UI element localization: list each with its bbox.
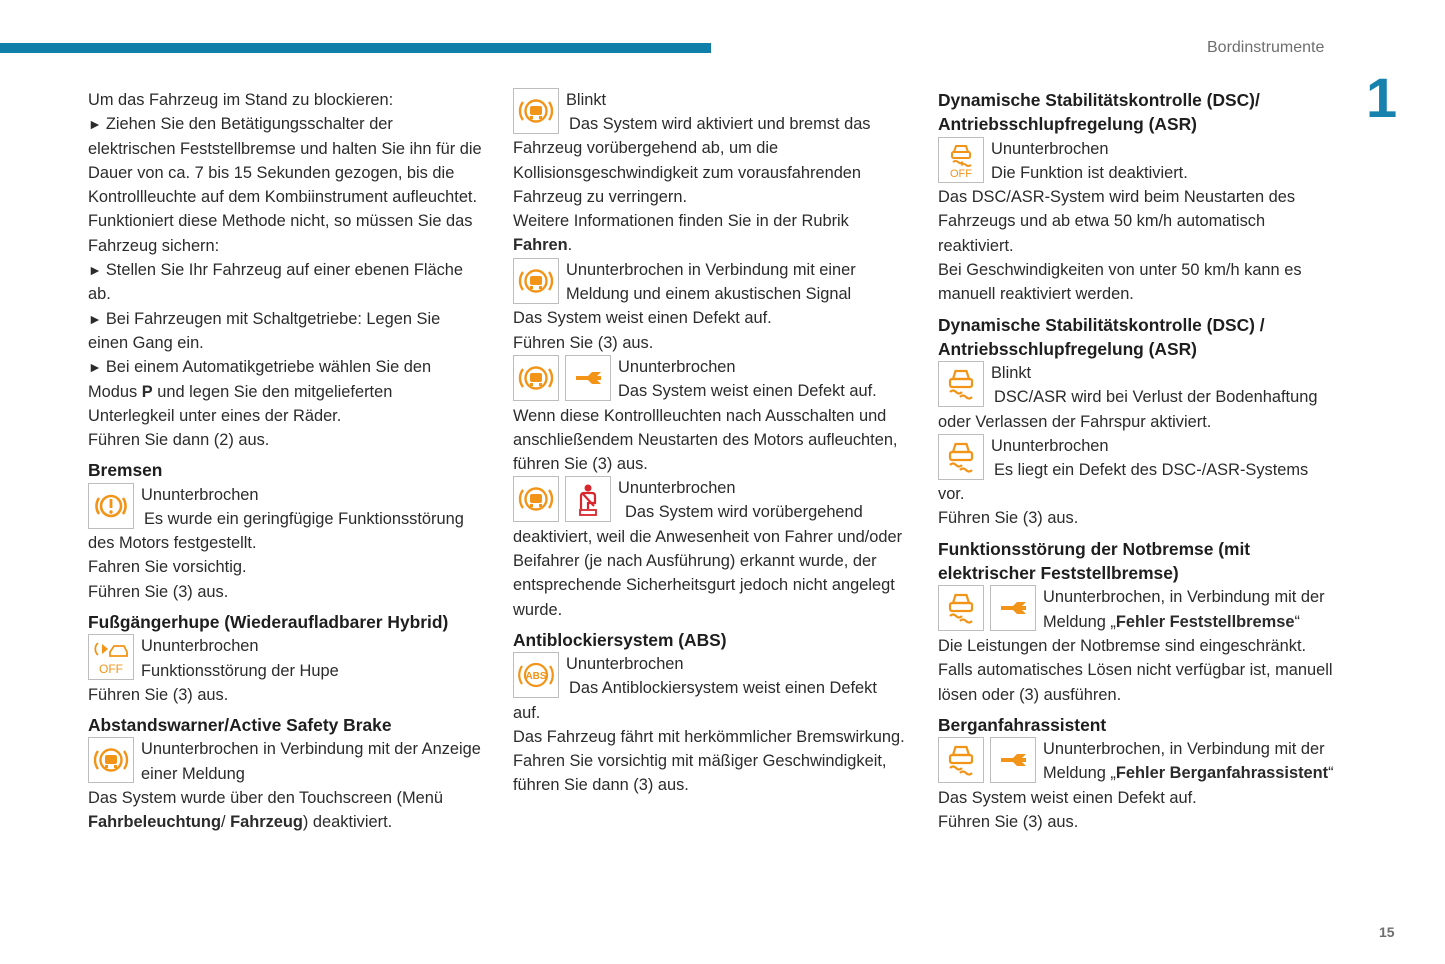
paragraph: Um das Fahrzeug im Stand zu blockieren: [88,91,394,109]
paragraph: Das Antiblockiersystem weist einen Defekt auf. [513,679,877,722]
paragraph: Das System wurde über den Touchscreen (Menü Fahrbeleuchtung/ Fahrzeug) deaktiviert. [88,789,444,832]
paragraph: DSC/ASR wird bei Verlust der Bodenhaftung oder Verlassen der Fahrspur aktiviert. [938,388,1318,431]
dsc-off-icon [938,137,984,183]
paragraph: Führen Sie (3) aus. [938,509,1079,528]
paragraph: Es wurde ein geringfügige Funktionsstörung des Motors festgestellt. [88,509,464,553]
status-text: Ununterbrochen [991,436,1109,455]
heading-abs: Antiblockiersystem (ABS) [513,629,727,650]
bullet-item: ► Ziehen Sie den Betätigungsschalter der elektrischen Feststellbremse und halten Sie ihn für die Dauer von ca. 7 bis 15 Sekunden gezogen, bis die Kontrollleuchte auf dem Kombiinstrument aufleuchtet. [88,115,482,207]
brake-warning-icon [88,483,134,529]
collision-warning-icon [88,737,134,783]
svg-text:OFF: OFF [99,662,123,677]
bullet-item: ► Stellen Sie Ihr Fahrzeug auf einer ebenen Fläche ab. [88,261,464,304]
dsc-icon [938,434,984,480]
paragraph: Es liegt ein Defekt des DSC-/ASR-Systems vor. [938,460,1309,504]
paragraph: Führen Sie (3) aus. [88,685,229,704]
dsc-icon [938,361,984,407]
status-text: Die Funktion ist deaktiviert. [991,163,1188,182]
paragraph: Das DSC/ASR-System wird beim Neustarten des Fahrzeugs und ab etwa 50 km/h automatisch reaktiviert. [938,188,1296,255]
heading-berganfahrassistent: Berganfahrassistent [938,714,1107,735]
wrench-icon [565,355,611,401]
paragraph: Das System wird aktiviert und bremst das Fahrzeug vorübergehend ab, um die Kollisionsgeschwindigkeit zum vorausfahrenden Fahrzeug zu verringern. [513,115,871,206]
paragraph: Führen Sie (3) aus. [938,813,1079,832]
chapter-number: 1 [1366,66,1398,129]
status-text: Ununterbrochen [618,357,736,376]
seatbelt-icon [565,476,611,522]
status-text: Ununterbrochen, in Verbindung mit der Meldung „Fehler Feststellbremse“ [1043,588,1325,631]
status-text: Ununterbrochen in Verbindung mit der Anzeige einer Meldung [141,740,481,783]
warning-row [88,737,483,786]
status-text: Ununterbrochen [141,485,259,504]
status-text: Funktionsstörung der Hupe [141,661,339,680]
bullet-arrow-icon: ► [88,262,102,279]
status-text: Ununterbrochen [141,637,259,656]
dsc-icon [938,585,984,631]
column-1 [88,88,483,835]
paragraph: Weitere Informationen finden Sie in der Rubrik Fahren. [513,212,849,255]
abs-warning-icon [513,652,559,698]
paragraph: Das System wird vorübergehend deaktiviert, weil die Anwesenheit von Fahrer und/oder Beifahrer (je nach Ausführung) erkannt wurde, der entsprechende Sicherheitsgurt jedoch nicht angelegt wurde. [513,503,903,619]
column-2 [513,88,908,798]
page-number: 15 [1379,924,1395,940]
section-title: Bordinstrumente [1207,39,1325,56]
status-text: Ununterbrochen in Verbindung mit einer Meldung und einem akustischen Signal [566,260,856,304]
paragraph: Führen Sie (3) aus. [88,582,229,601]
collision-warning-icon [513,476,559,522]
wrench-icon [990,585,1036,631]
status-text: Das System weist einen Defekt auf. [618,382,877,401]
paragraph: Fahren Sie vorsichtig. [88,558,247,577]
collision-warning-icon [513,355,559,401]
header-accent-bar [0,43,711,53]
status-text: Ununterbrochen [991,139,1109,158]
heading-bremsen: Bremsen [88,460,163,481]
heading-dsc-off: Dynamische Stabilitätskontrolle (DSC)/ Antriebsschlupfregelung (ASR) [938,90,1260,135]
warning-row [88,634,483,683]
warning-row [938,585,1338,634]
wrench-icon [990,737,1036,783]
paragraph: Falls automatisches Lösen nicht verfügbar ist, manuell lösen oder (3) ausführen. [938,661,1333,704]
bullet-arrow-icon: ► [88,310,102,327]
paragraph: Das System weist einen Defekt auf. [513,309,772,328]
collision-warning-icon [513,88,559,134]
paragraph: Bei Geschwindigkeiten von unter 50 km/h kann es manuell reaktiviert werden. [938,261,1302,304]
warning-row [938,137,1338,186]
heading-fussgaengerhupe: Fußgängerhupe (Wiederaufladbarer Hybrid) [88,611,449,632]
paragraph: Das Fahrzeug fährt mit herkömmlicher Bremswirkung. [513,727,905,746]
dsc-icon [938,737,984,783]
status-text: Ununterbrochen, in Verbindung mit der Meldung „Fehler Berganfahrassistent“ [1043,740,1334,783]
paragraph: Funktioniert diese Methode nicht, so müssen Sie das Fahrzeug sichern: [88,212,473,255]
warning-row [938,737,1338,786]
pedestrian-horn-off-icon [88,634,134,680]
column-3 [938,88,1338,834]
status-text: Ununterbrochen [618,479,736,498]
paragraph: Die Leistungen der Notbremse sind eingeschränkt. [938,636,1307,655]
paragraph: Fahren Sie vorsichtig mit mäßiger Geschwindigkeit, führen Sie dann (3) aus. [513,752,887,795]
heading-notbremse: Funktionsstörung der Notbremse (mit elektrischer Feststellbremse) [938,538,1251,584]
bullet-arrow-icon: ► [88,359,102,376]
svg-text:ABS: ABS [525,671,547,683]
heading-abstandswarner: Abstandswarner/Active Safety Brake [88,715,392,736]
status-text: Blinkt [991,364,1032,383]
warning-row [513,258,908,307]
paragraph: Führen Sie dann (2) aus. [88,431,270,450]
svg-text:OFF: OFF [950,167,972,180]
paragraph: Wenn diese Kontrollleuchten nach Ausschalten und anschließendem Neustarten des Motors aufleuchten, führen Sie (3) aus. [513,406,898,474]
warning-row [513,355,908,404]
status-text: Blinkt [566,91,607,109]
heading-dsc: Dynamische Stabilitätskontrolle (DSC) / Antriebsschlupfregelung (ASR) [938,314,1265,359]
collision-warning-icon [513,258,559,304]
status-text: Ununterbrochen [566,655,684,674]
paragraph: Führen Sie (3) aus. [513,333,654,352]
bullet-arrow-icon: ► [88,116,102,133]
bullet-item: ► Bei einem Automatikgetriebe wählen Sie den Modus P und legen Sie den mitgelieferten Unterlegkeil unter eines der Räder. [88,358,432,425]
paragraph: Das System weist einen Defekt auf. [938,788,1197,807]
bullet-item: ► Bei Fahrzeugen mit Schaltgetriebe: Legen Sie einen Gang ein. [88,309,441,352]
